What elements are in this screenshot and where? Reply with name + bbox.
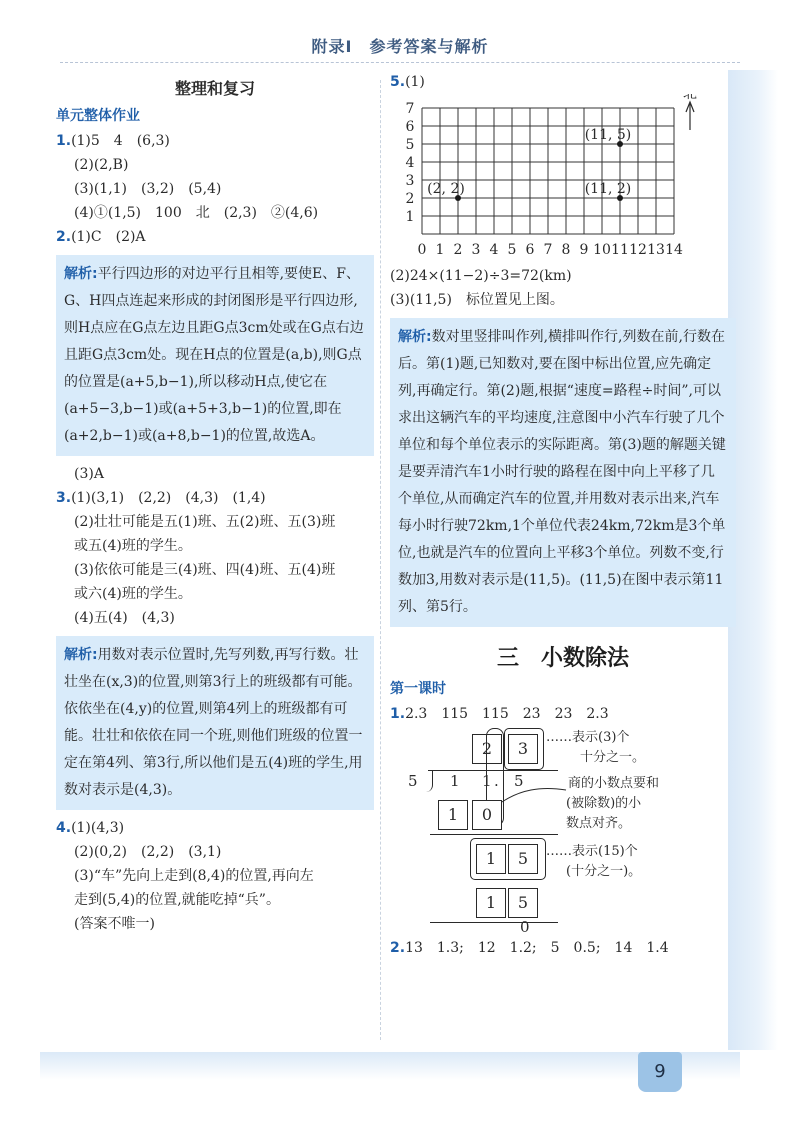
q3-number: 3.	[56, 490, 72, 506]
x-tick-label: 14	[665, 242, 683, 258]
header-rule	[60, 62, 740, 63]
q2-answer-3: (3)A	[74, 466, 104, 482]
note-3b: (十分之一)。	[566, 864, 642, 879]
note-1a: ……表示(3)个	[546, 730, 630, 745]
q3-answer-1: (1)(3,1) (2,2) (4,3) (1,4)	[71, 490, 266, 506]
c1-number: 1.	[390, 706, 406, 722]
x-tick-label: 6	[525, 242, 535, 258]
q5-answer-1: (1)	[405, 74, 425, 90]
right-column	[390, 70, 736, 960]
coordinate-grid-svg	[390, 94, 736, 264]
explanation-text: 数对里竖排叫作列,横排叫作行,列数在前,行数在后。第(1)题,已知数对,要在图中标出位置,应先确定列,再确定行。第(2)题,根据“速度=路程÷时间”,可以求出这辆汽车的平均速度,注意图中小汽车行驶了几个单位和每个单位表示的实际距离。第(3)题的解题关键是要弄清汽车1小时行驶的路程在图中向上平移了几个单位,从而确定汽车的位置,并用数对表示出来,汽车每小时行驶72km,1个单位代表24km,72km是3个单位,也就是汽车的位置向上平移3个单位。列数不变,行数加3,用数对表示是(11,5)。(11,5)在图中表示第11列、第5行。	[398, 329, 726, 615]
chapter-title: 三 小数除法	[496, 646, 629, 671]
grid-point-label: (2, 2)	[427, 181, 465, 197]
step2-digit-2: 5	[508, 844, 538, 874]
long-division-diagram	[390, 726, 736, 936]
remainder: 0	[520, 918, 530, 936]
dividend-decimal-point: .	[494, 772, 499, 790]
q1-answer-2: (2)(2,B)	[74, 157, 129, 173]
explanation-box-3	[390, 318, 736, 627]
dividend-digit-3: 5	[514, 772, 524, 790]
page-header	[40, 28, 760, 64]
explanation-box-2	[56, 636, 374, 810]
divisor: 5	[408, 772, 418, 790]
q2-line-1	[56, 225, 374, 249]
x-tick-label: 0	[417, 242, 427, 258]
north-label: 北	[683, 94, 697, 102]
step3-digit-2: 5	[508, 888, 538, 918]
c2-answer: 13 1.3; 12 1.2; 5 0.5; 14 1.4	[405, 940, 669, 956]
note-2b: (被除数)的小	[566, 796, 642, 811]
y-tick-label: 5	[405, 137, 415, 153]
x-tick-label: 13	[647, 242, 665, 258]
x-tick-label: 8	[561, 242, 571, 258]
step3-digit-1: 1	[476, 888, 506, 918]
x-tick-label: 12	[629, 242, 647, 258]
step2-digit-1: 1	[476, 844, 506, 874]
page-header-title: 附录Ⅰ 参考答案与解析	[311, 37, 489, 56]
explanation-label: 解析:	[398, 329, 432, 345]
quotient-digit-2: 3	[508, 734, 538, 764]
x-tick-label: 5	[507, 242, 517, 258]
q4-answer-3: (3)“车”先向上走到(8,4)的位置,再向左	[74, 868, 314, 884]
page-number: 9	[638, 1052, 682, 1092]
q1-answer-3: (3)(1,1) (3,2) (5,4)	[74, 181, 222, 197]
explanation-text: 用数对表示位置时,先写列数,再写行数。壮壮坐在(x,3)的位置,则第3行上的班级都有可能。依依坐在(4,y)的位置,则第4列上的班级都有可能。壮壮和依依在同一个班,则他们班级的位置一定在第4列、第3行,所以他们是五(4)班的学生,用数对表示是(4,3)。	[64, 647, 363, 798]
note-2c: 数点对齐。	[566, 816, 632, 831]
x-tick-label: 11	[611, 242, 629, 258]
explanation-text: 平行四边形的对边平行且相等,要使E、F、G、H四点连起来形成的封闭图形是平行四边形,则H点应在G点左边且距G点3cm处或在G点右边且距G点3cm处。现在H点的位置是(a,b),则G点的位置是(a+5,b−1),所以移动H点,使它在(a+5−3,b−1)或(a+5+3,b−1)的位置,即在(a+2,b−1)或(a+8,b−1)的位置,故选A。	[64, 266, 364, 444]
x-tick-label: 1	[435, 242, 445, 258]
step1-digit-1: 1	[438, 800, 468, 830]
q3-answer-3: (3)依依可能是三(4)班、四(4)班、五(4)班	[74, 562, 336, 578]
y-tick-label: 1	[405, 209, 415, 225]
left-column	[56, 70, 374, 936]
y-tick-label: 7	[405, 101, 415, 117]
grid-point-label: (11, 5)	[584, 127, 632, 143]
q5-answer-2: (2)24×(11−2)÷3=72(km)	[390, 268, 572, 284]
lesson-title: 第一课时	[390, 681, 446, 697]
grid-point-label: (11, 2)	[584, 181, 632, 197]
note-3a: ……表示(15)个	[546, 844, 638, 859]
q4-answer-2: (2)(0,2) (2,2) (3,1)	[74, 844, 222, 860]
q2-number: 2.	[56, 229, 72, 245]
y-tick-label: 6	[405, 119, 415, 135]
x-tick-label: 7	[543, 242, 553, 258]
y-tick-label: 4	[405, 155, 415, 171]
x-tick-label: 4	[489, 242, 499, 258]
x-tick-label: 2	[453, 242, 463, 258]
dividend-digit-2: 1	[482, 772, 492, 790]
q4-answer-3b: 走到(5,4)的位置,就能吃掉“兵”。	[74, 892, 280, 908]
c1-line	[390, 702, 736, 726]
c1-answer: 2.3 115 115 23 23 2.3	[405, 706, 609, 722]
q4-answer-note: (答案不唯一)	[74, 916, 155, 932]
section-title: 整理和复习	[174, 79, 255, 98]
column-divider	[380, 80, 381, 1040]
q5-answer-3: (3)(11,5) 标位置见上图。	[390, 292, 564, 308]
x-tick-label: 9	[579, 242, 589, 258]
q3-line-1	[56, 486, 374, 510]
explanation-label: 解析:	[64, 647, 98, 663]
coordinate-grid	[390, 94, 736, 264]
explanation-label: 解析:	[64, 266, 98, 282]
note-2a: 商的小数点要和	[568, 776, 660, 791]
q3-answer-2: (2)壮壮可能是五(1)班、五(2)班、五(3)班	[74, 514, 336, 530]
q5-number: 5.	[390, 74, 406, 90]
explanation-box-1	[56, 255, 374, 456]
q4-line-1	[56, 816, 374, 840]
q3-answer-2b: 或五(4)班的学生。	[74, 538, 192, 554]
q3-answer-3b: 或六(4)班的学生。	[74, 586, 192, 602]
q1-answer-1: (1)5 4 (6,3)	[71, 133, 170, 149]
y-tick-label: 3	[405, 173, 415, 189]
x-tick-label: 3	[471, 242, 481, 258]
pointer-line	[502, 789, 566, 803]
q3-answer-4: (4)五(4) (4,3)	[74, 610, 175, 626]
c2-line	[390, 936, 736, 960]
x-tick-label: 10	[593, 242, 611, 258]
q5-line-1	[390, 70, 736, 94]
unit-title: 单元整体作业	[56, 108, 140, 124]
q2-answer-1: (1)C (2)A	[71, 229, 146, 245]
c2-number: 2.	[390, 940, 406, 956]
q1-number: 1.	[56, 133, 72, 149]
note-1b: 十分之一。	[580, 750, 646, 765]
bottom-edge-shadow	[40, 1052, 740, 1080]
q4-number: 4.	[56, 820, 72, 836]
q1-answer-4: (4)①(1,5) 100 北 (2,3) ②(4,6)	[74, 205, 319, 221]
q1-line-1	[56, 129, 374, 153]
quotient-digit-1: 2	[472, 734, 502, 764]
q4-answer-1: (1)(4,3)	[71, 820, 125, 836]
y-tick-label: 2	[405, 191, 415, 207]
step1-digit-2: 0	[472, 800, 502, 830]
dividend-digit-1: 1	[450, 772, 460, 790]
pointer-line-svg	[390, 726, 736, 936]
